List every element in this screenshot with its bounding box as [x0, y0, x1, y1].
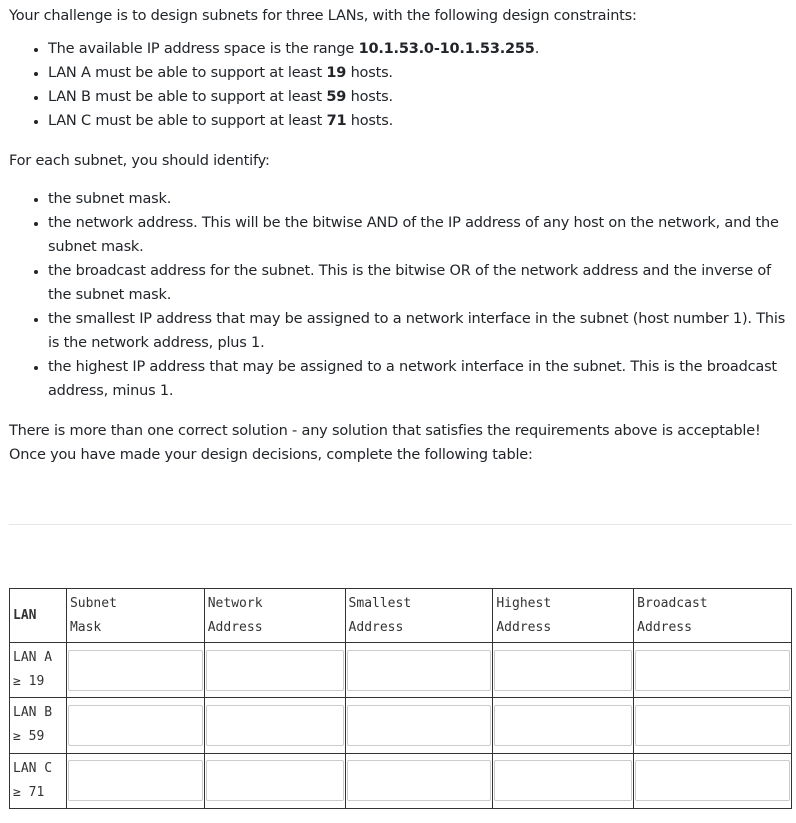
header-network-address: Network Address [204, 589, 345, 643]
lan-c-highest-address-input[interactable] [494, 760, 632, 801]
lan-c-network-address-input[interactable] [206, 760, 344, 801]
subnet-table [9, 588, 792, 809]
lan-c-smallest-address-input[interactable] [347, 760, 492, 801]
constraint-item: • LAN A must be able to support at least 19 hosts. [48, 61, 793, 85]
identify-heading: For each subnet, you should identify: [9, 153, 270, 169]
lan-b-smallest-address-input[interactable] [347, 705, 492, 746]
header-broadcast-address: Broadcast Address [634, 589, 792, 643]
lan-a-highest-address-input[interactable] [494, 650, 632, 691]
lan-c-subnet-mask-input[interactable] [68, 760, 203, 801]
closing-text-2: Once you have made your design decisions, complete the following table: [9, 447, 533, 463]
identify-item: • the smallest IP address that may be assigned to a network interface in the subnet (host number 1). This is the network address, plus 1. [48, 307, 793, 355]
lan-b-network-address-input[interactable] [206, 705, 344, 746]
lan-b-hosts: 59 [326, 89, 347, 105]
identify-item: • the network address. This will be the bitwise AND of the IP address of any host on the network, and the subnet mask. [48, 211, 793, 259]
lan-c-hosts: 71 [326, 113, 347, 129]
lan-a-smallest-address-input[interactable] [347, 650, 492, 691]
lan-a-hosts: 19 [326, 65, 347, 81]
constraint-item: • LAN C must be able to support at least 71 hosts. [48, 109, 793, 133]
header-subnet-mask: Subnet Mask [66, 589, 204, 643]
identify-list [9, 187, 793, 403]
identify-item: • the highest IP address that may be assigned to a network interface in the subnet. This is the broadcast address, minus 1. [48, 355, 793, 403]
constraint-item: • LAN B must be able to support at least 59 hosts. [48, 85, 793, 109]
lan-c-label: LAN C ≥ 71 [10, 753, 67, 808]
table-row [10, 643, 792, 698]
header-lan: LAN [10, 589, 67, 643]
table-row [10, 753, 792, 808]
table-row [10, 698, 792, 753]
identify-item: • the broadcast address for the subnet. This is the bitwise OR of the network address and the inverse of the subnet mask. [48, 259, 793, 307]
closing-text-1: There is more than one correct solution - any solution that satisfies the requirements above is acceptable! [9, 423, 761, 439]
lan-b-broadcast-address-input[interactable] [635, 705, 790, 746]
constraint-item: • The available IP address space is the range 10.1.53.0-10.1.53.255. [48, 37, 793, 61]
header-highest-address: Highest Address [493, 589, 634, 643]
lan-b-subnet-mask-input[interactable] [68, 705, 203, 746]
lan-b-label: LAN B ≥ 59 [10, 698, 67, 753]
ip-range: 10.1.53.0-10.1.53.255 [358, 41, 535, 57]
instructions [9, 4, 793, 467]
lan-a-network-address-input[interactable] [206, 650, 344, 691]
lan-a-subnet-mask-input[interactable] [68, 650, 203, 691]
lan-c-broadcast-address-input[interactable] [635, 760, 790, 801]
header-row [10, 589, 792, 643]
lan-a-label: LAN A ≥ 19 [10, 643, 67, 698]
identify-item: • the subnet mask. [48, 187, 793, 211]
intro-text: Your challenge is to design subnets for three LANs, with the following design constraints: [9, 8, 637, 24]
divider [9, 524, 792, 525]
constraints-list [9, 37, 793, 133]
header-smallest-address: Smallest Address [345, 589, 493, 643]
lan-a-broadcast-address-input[interactable] [635, 650, 790, 691]
lan-b-highest-address-input[interactable] [494, 705, 632, 746]
